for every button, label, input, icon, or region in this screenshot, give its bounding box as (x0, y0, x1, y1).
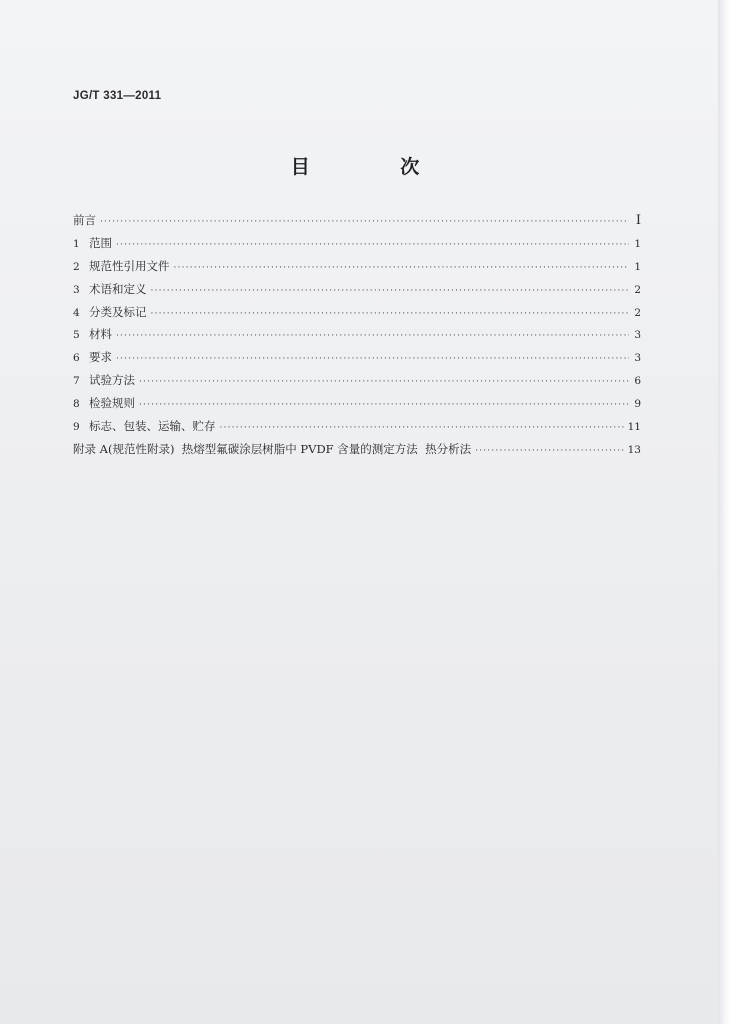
dot-leader (116, 240, 629, 250)
dot-leader (151, 309, 630, 319)
toc-entry-scope[interactable] (73, 235, 641, 258)
toc-entry-label: 试验方法 (89, 373, 135, 388)
dot-leader (116, 354, 629, 364)
dot-leader (220, 423, 624, 433)
dot-leader (116, 331, 629, 341)
toc-entry-page: 13 (627, 443, 641, 456)
toc-entry-page: 11 (627, 421, 641, 434)
toc-entry-page: 1 (634, 260, 641, 273)
toc-entry-label: 材料 (89, 327, 112, 342)
toc-entry-page: 1 (634, 237, 641, 250)
toc-entry-annex-a[interactable] (73, 441, 641, 464)
toc-entry-classification[interactable] (73, 304, 641, 327)
toc-entry-page: 3 (634, 352, 641, 365)
toc-entry-foreword[interactable] (73, 212, 641, 235)
toc-entry-marking-packaging[interactable] (73, 418, 641, 441)
toc-entry-number: 1 (73, 237, 80, 250)
dot-leader (174, 263, 630, 273)
toc-entry-label: 范围 (89, 235, 112, 250)
table-of-contents (73, 212, 641, 464)
standard-code: JG/T 331—2011 (73, 90, 162, 102)
dot-leader (475, 446, 624, 456)
toc-entry-number: 2 (73, 260, 80, 273)
toc-entry-label: 标志、包装、运输、贮存 (89, 419, 216, 434)
toc-entry-test-methods[interactable] (73, 372, 641, 395)
toc-entry-materials[interactable] (73, 326, 641, 349)
toc-entry-page: 6 (634, 375, 641, 388)
toc-entry-page: 2 (634, 306, 641, 319)
toc-entry-label: 规范性引用文件 (89, 258, 170, 273)
toc-entry-page: I (635, 213, 641, 228)
page-edge (718, 0, 730, 1024)
toc-entry-label: 检验规则 (89, 396, 135, 411)
dot-leader (100, 217, 629, 227)
toc-entry-number: 4 (73, 306, 80, 319)
toc-entry-number: 6 (73, 352, 80, 365)
dot-leader (151, 286, 630, 296)
toc-entry-requirements[interactable] (73, 349, 641, 372)
toc-entry-normative-references[interactable] (73, 258, 641, 281)
toc-entry-label: 分类及标记 (89, 304, 147, 319)
toc-entry-number: 5 (73, 329, 80, 342)
page-title: 目 次 (290, 156, 462, 178)
toc-entry-number: 8 (73, 398, 80, 411)
dot-leader (139, 377, 629, 387)
dot-leader (139, 400, 629, 410)
toc-entry-number: 7 (73, 375, 80, 388)
toc-entry-page: 2 (634, 283, 641, 296)
toc-entry-page: 9 (634, 398, 641, 411)
toc-entry-number: 3 (73, 283, 80, 296)
toc-entry-terms-definitions[interactable] (73, 281, 641, 304)
toc-entry-number: 9 (73, 421, 80, 434)
toc-entry-label: 附录 A(规范性附录) 热熔型氟碳涂层树脂中 PVDF 含量的测定方法 热分析法 (73, 441, 472, 456)
toc-entry-page: 3 (634, 329, 641, 342)
toc-entry-label: 要求 (89, 350, 112, 365)
toc-entry-label: 术语和定义 (89, 281, 147, 296)
toc-entry-inspection-rules[interactable] (73, 395, 641, 418)
toc-entry-label: 前言 (73, 213, 96, 227)
